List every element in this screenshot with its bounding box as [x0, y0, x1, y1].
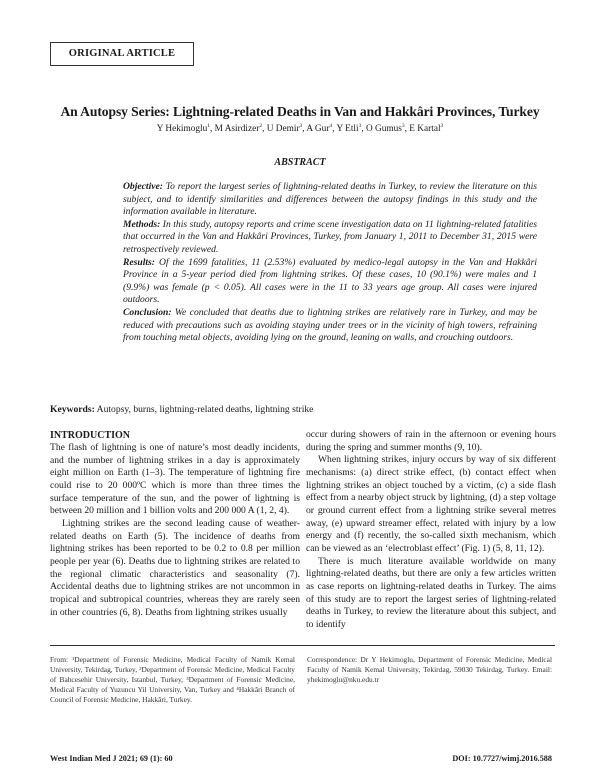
paragraph: Lightning strikes are the second leading cause of weather-related deaths on Earth (5). The incidence of deaths from lightning strikes has been reported to be 0.2 to 0.8 per million people per year (6). Deaths due to lightning strikes are related to the regional climatic characteristics and seasonality (7). Accidental deaths due to lightning strikes are not uncommon in tropical and subtropical countries, whereas they are rarely seen in other countries (6, 8). Deaths from lightning strikes usually: [50, 517, 300, 618]
affiliation-marker: 4: [329, 123, 333, 129]
abstract-methods: Methods: In this study, autopsy reports and crime scene investigation data on 11 lightning-related fatalities that occurred in the Van and Hakkâri Provinces, Turkey, from January 1, 2011 to December 31, 2015 were retrospectively reviewed.: [123, 218, 537, 255]
abstract-conclusion: Conclusion: We concluded that deaths due to lightning strikes are relatively rare in Turkey, and may be reduced with precautions such as avoiding staying under trees or in the vicinity of high towers, refraining from touching metal objects, avoiding lying on the ground, leaning on walls, and crouching outdoors.: [123, 306, 537, 344]
author-list: Y Hekimoglu$^1$, M Asirdizer$^2$, U Demir$^3$, A Gur$^4$, Y Etli$^3$, O Gumus$^3$, E Kartal$^3$: [156, 123, 444, 135]
affiliation-marker: 3: [299, 123, 303, 129]
footnote-affiliations: From: ¹Department of Forensic Medicine, Medical Faculty of Namik Kemal University, Tekirdag, Turkey, ²Department of Forensic Medicine, Medical Faculty of Bahcesehir University, Istanbul, Turkey, ³Department of Forensic Medicine, Medical Faculty of Yuzuncu Yil University, Van, Turkey and ⁴Hakkâri Branch of Council of Forensic Medicine, Hakkâri, Turkey.: [50, 655, 295, 704]
abstract-heading: ABSTRACT: [274, 157, 326, 168]
footnote-correspondence: Correspondence: Dr Y Hekimoglu, Department of Forensic Medicine, Medical Faculty of Namik Kemal University, Tekirdag, 59030 Tekirdag, Turkey. Email: yhekimoglu@nku.edu.tr: [307, 655, 552, 684]
abstract-results: Results: Of the 1699 fatalities, 11 (2.53%) evaluated by medico-legal autopsy in the Van and Hakkâri Province in a 5-year period died from lightning strikes. Of these cases, 10 (90.1%) were males and 1 (9.9%) was female (p < 0.05). All cases were in the 11 to 33 years age group. All cases were injured outdoors.: [123, 256, 537, 306]
section-heading-introduction: INTRODUCTION: [50, 430, 131, 441]
author: E Kartal$^3$: [409, 123, 444, 135]
affiliation-marker: 3: [401, 123, 405, 129]
left-column: [50, 429, 300, 619]
affiliation-marker: 3: [440, 123, 444, 129]
article-title: An Autopsy Series: Lightning-related Deaths in Van and Hakkâri Provinces, Turkey: [60, 104, 540, 119]
author: Y Etli$^3$: [336, 123, 362, 135]
author: O Gumus$^3$: [365, 123, 405, 135]
affiliation-marker: 2: [259, 123, 263, 129]
paragraph: When lightning strikes, injury occurs by way of six different mechanisms: (a) direct strike effect, (b) contact effect when lightning strikes an object touched by a victim, (c) a side flash effect from a nearby object struck by lightning, (d) a step voltage or ground current effect from a lightning strike several metres away, (e) upward streamer effect, related with injury by a low energy and (f) recently, the so-called sixth mechanism, which can be viewed as an ‘electroblast effect’ (Fig. 1) (5, 8, 11, 12).: [306, 454, 556, 554]
author: U Demir$^3$: [266, 123, 303, 135]
paragraph: There is much literature available worldwide on many lightning-related deaths, but there are only a few articles written as case reports on lightning-related deaths in Turkey. The aims of this study are to report the largest series of lightning-related deaths in Turkey, to review the literature about this subject, and to identify: [306, 555, 556, 630]
article-type-badge: ORIGINAL ARTICLE: [50, 42, 194, 66]
abstract-body: [123, 181, 537, 345]
right-column: [306, 429, 556, 632]
footnote-divider: [50, 645, 555, 646]
author: Y Hekimoglu$^1$: [156, 123, 210, 135]
affiliation-marker: 1: [207, 123, 210, 129]
journal-citation: West Indian Med J 2021; 69 (1): 60: [50, 754, 173, 763]
author: A Gur$^4$: [306, 123, 333, 135]
paragraph: The flash of lightning is one of nature’s most deadly incidents, and the number of lightning strikes in a day is approximately eight million on Earth (1–3). The temperature of lightning fire could rise to 20 000ºC which is more than three times the surface temperature of the sun, and the power of lightning is between 20 million and 1 billion volts and 200 000 A (1, 2, 4).: [50, 442, 300, 517]
author: M Asirdizer$^2$: [214, 123, 263, 135]
keywords: Keywords: Autopsy, burns, lightning-related deaths, lightning strike: [50, 404, 314, 415]
affiliation-marker: 3: [358, 123, 362, 129]
abstract-objective: Objective: To report the largest series of lightning-related deaths in Turkey, to review the literature on this subject, and to identify similarities and differences between the autopsy findings in this study and the information available in literature.: [123, 181, 537, 218]
doi: DOI: 10.7727/wimj.2016.588: [452, 754, 552, 763]
paragraph: occur during showers of rain in the afternoon or evening hours during the spring and summer months (9, 10).: [306, 429, 556, 453]
